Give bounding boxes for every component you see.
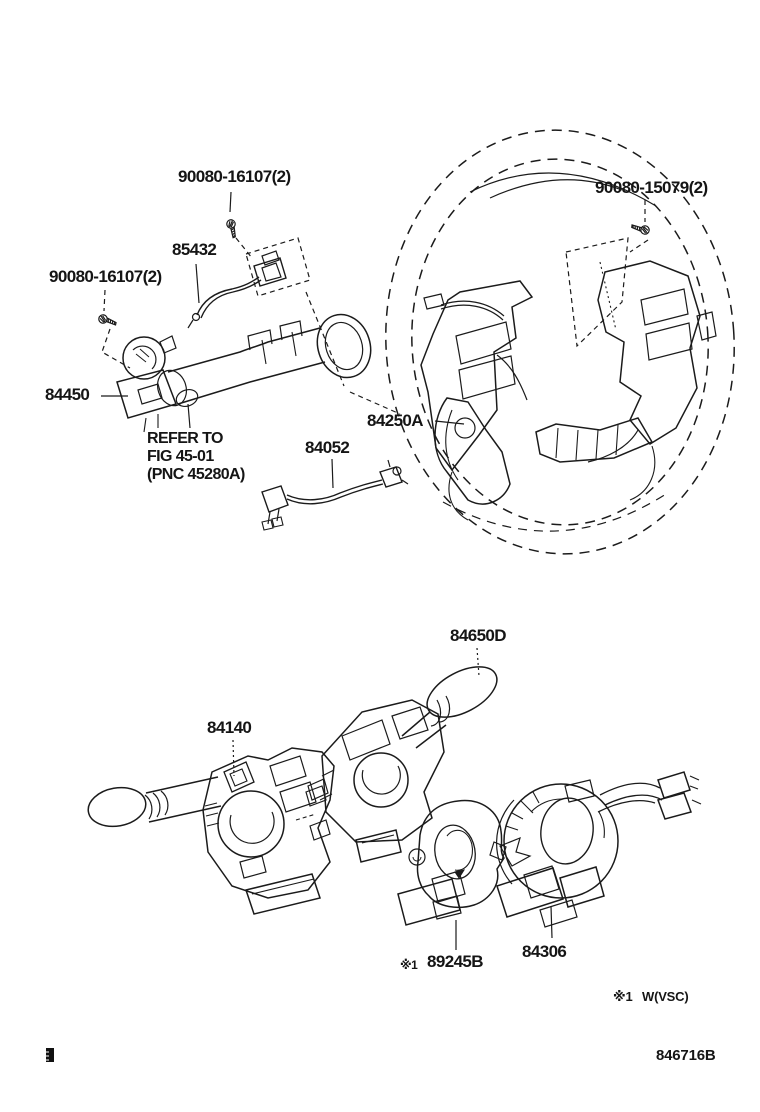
- screw-icon: [226, 219, 240, 239]
- column-switch-drawing: [153, 308, 378, 410]
- leader-lines: [101, 192, 648, 950]
- part-label-84052: 84052: [305, 438, 350, 457]
- spiral-cable-drawing: [497, 772, 701, 927]
- part-label-84306: 84306: [522, 942, 567, 961]
- screw-icon: [98, 314, 117, 326]
- note1-marker: ※1: [400, 958, 418, 972]
- part-label-85432: 85432: [172, 240, 217, 259]
- refer-note-line1: REFER TO: [147, 430, 223, 447]
- part-label-bolt-top: 90080-16107(2): [178, 167, 291, 186]
- footnote-text: W(VSC): [642, 989, 689, 1004]
- figure-code: 846716B: [656, 1047, 716, 1064]
- part-label-84450: 84450: [45, 385, 90, 404]
- part-label-84650D: 84650D: [450, 626, 506, 645]
- screw-icon: [631, 224, 650, 235]
- turn-signal-switch-drawing: [85, 748, 334, 914]
- wiper-switch-drawing: [308, 657, 505, 862]
- angle-sensor-drawing: [398, 801, 506, 925]
- part-label-bolt-left: 90080-16107(2): [49, 267, 162, 286]
- part-label-89245B: 89245B: [427, 952, 483, 971]
- footnote-marker: ※1: [613, 989, 633, 1004]
- part-label-84140: 84140: [207, 718, 252, 737]
- refer-note-line3: (PNC 45280A): [147, 466, 245, 483]
- part-label-bolt-right: 90080-15079(2): [595, 178, 708, 197]
- wire-84052-drawing: [262, 460, 408, 530]
- print-mark: [46, 1048, 54, 1062]
- refer-note-line2: FIG 45-01: [147, 448, 214, 465]
- sensor-84450-drawing: [117, 336, 176, 432]
- part-label-84250A: 84250A: [367, 411, 423, 430]
